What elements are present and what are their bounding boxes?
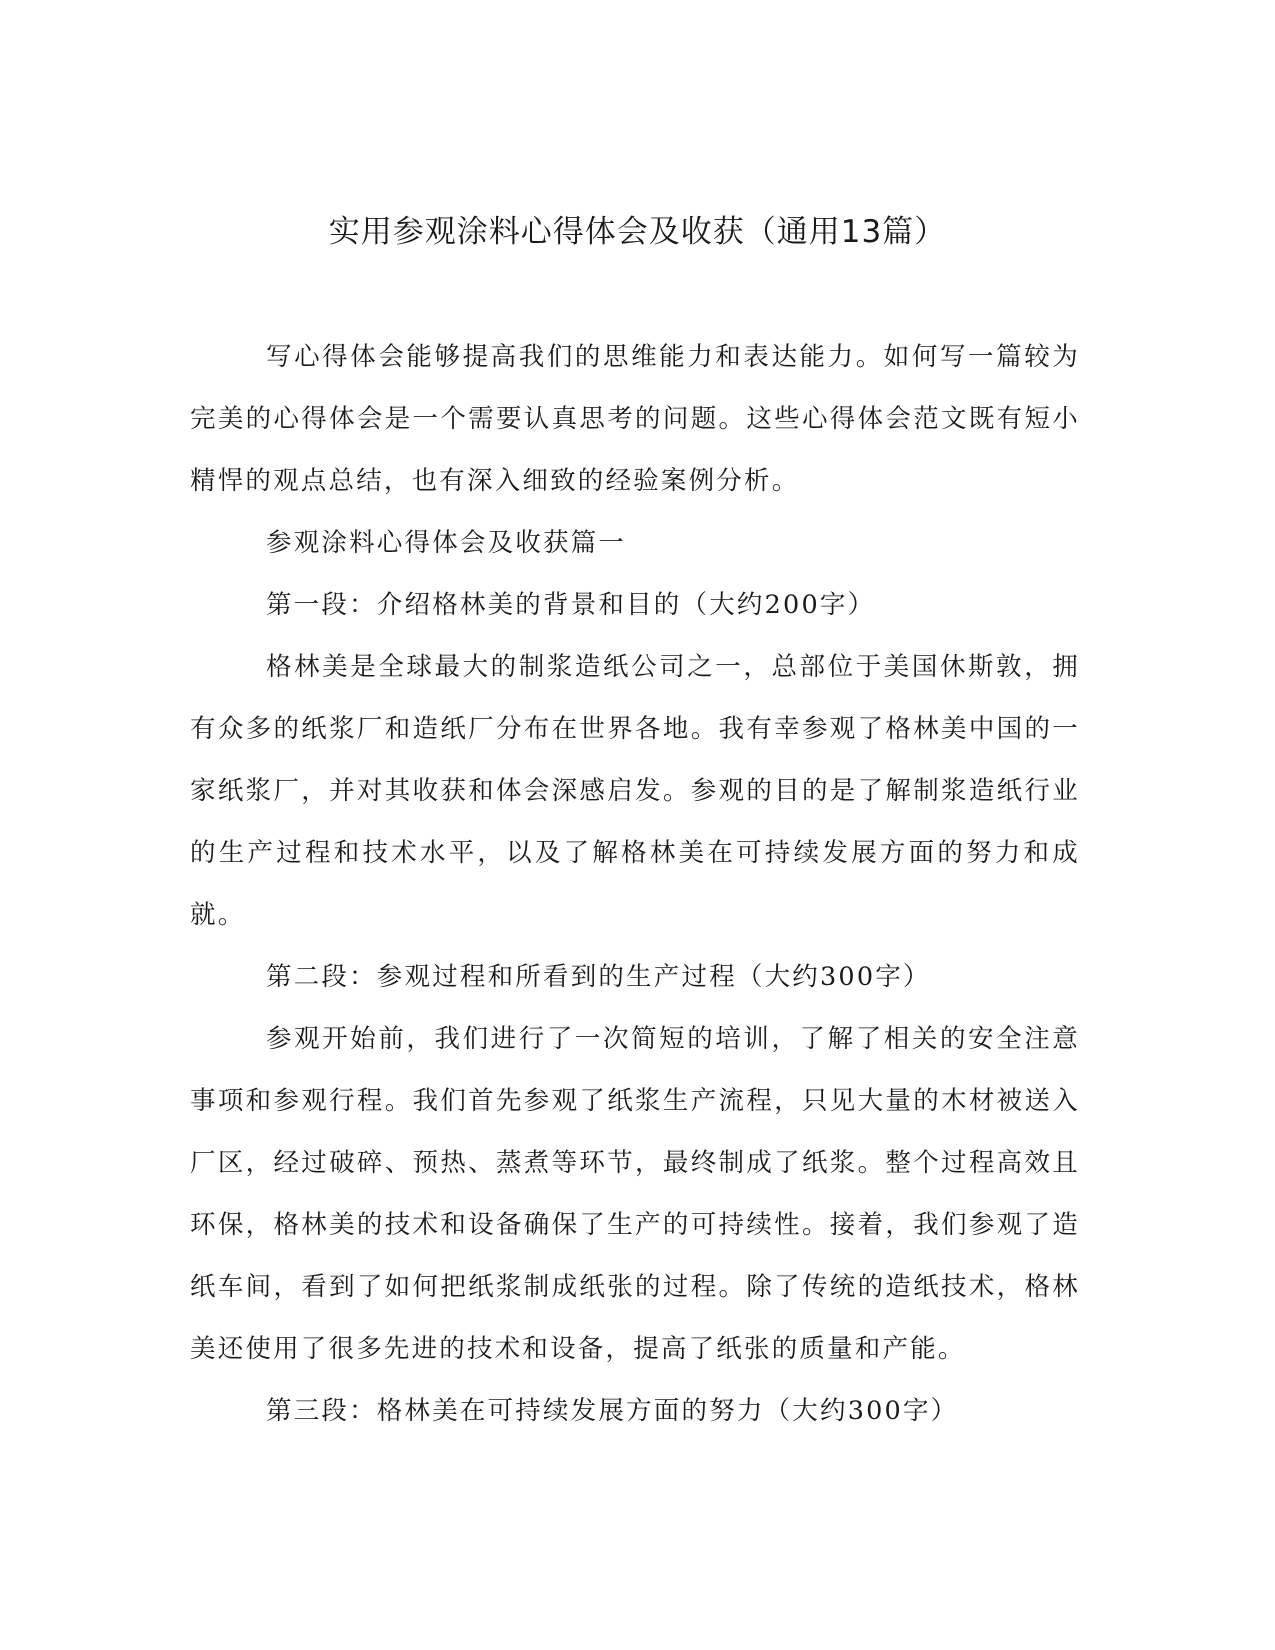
section-heading: 参观涂料心得体会及收获篇一 xyxy=(266,528,627,558)
body-paragraph: 格林美是全球最大的制浆造纸公司之一，总部位于美国休斯敦，拥有众多的纸浆厂和造纸厂分布在世界各地。我有幸参观了格林美中国的一家纸浆厂，并对其收获和体会深感启发。参观的目的是了解制浆造纸行业的生产过程和技术水平，以及了解格林美在可持续发展方面的努力和成就。 xyxy=(190,652,1080,930)
section-heading: 第一段：介绍格林美的背景和目的（大约200字） xyxy=(266,590,876,620)
section-heading: 第二段：参观过程和所看到的生产过程（大约300字） xyxy=(266,962,931,992)
document-body xyxy=(190,326,1080,1442)
section-heading: 第三段：格林美在可持续发展方面的努力（大约300字） xyxy=(266,1396,959,1426)
intro-paragraph: 写心得体会能够提高我们的思维能力和表达能力。如何写一篇较为完美的心得体会是一个需要认真思考的问题。这些心得体会范文既有短小精悍的观点总结，也有深入细致的经验案例分析。 xyxy=(190,342,1080,496)
body-paragraph: 参观开始前，我们进行了一次简短的培训，了解了相关的安全注意事项和参观行程。我们首先参观了纸浆生产流程，只见大量的木材被送入厂区，经过破碎、预热、蒸煮等环节，最终制成了纸浆。整个过程高效且环保，格林美的技术和设备确保了生产的可持续性。接着，我们参观了造纸车间，看到了如何把纸浆制成纸张的过程。除了传统的造纸技术，格林美还使用了很多先进的技术和设备，提高了纸张的质量和产能。 xyxy=(190,1024,1080,1364)
document-title: 实用参观涂料心得体会及收获（通用13篇） xyxy=(328,214,947,250)
